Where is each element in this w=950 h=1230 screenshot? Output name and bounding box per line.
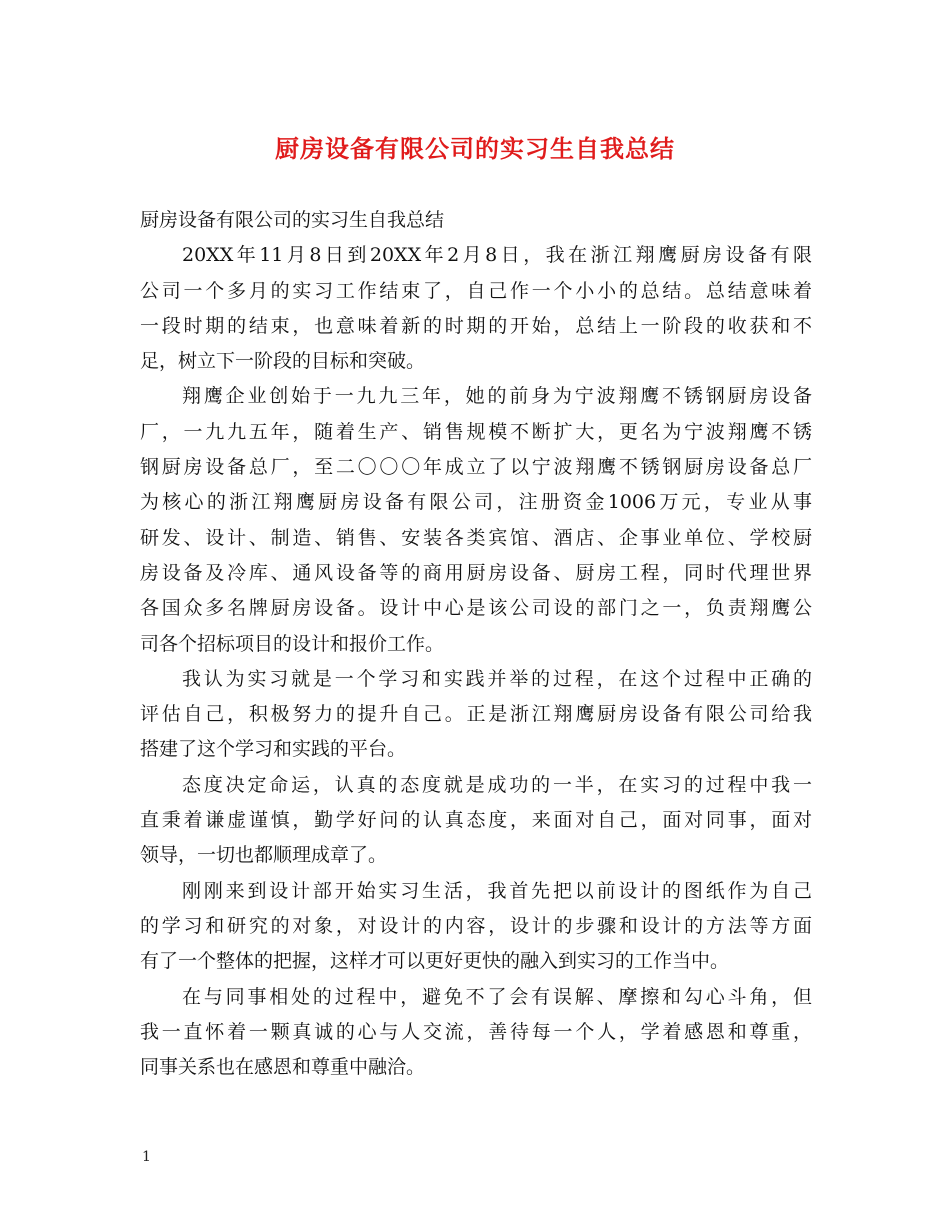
text-line: 直秉着谦虚谨慎，勤学好问的认真态度，来面对自己，面对同事，面对 [140,809,812,832]
text-line: 研发、设计、制造、销售、安装各类宾馆、酒店、企事业单位、学校厨 [140,526,812,549]
text-line: 各国众多名牌厨房设备。设计中心是该公司设的部门之一，负责翔鹰公 [140,597,812,620]
text-line: 司各个招标项目的设计和报价工作。 [140,632,445,655]
text-line: 房设备及冷库、通风设备等的商用厨房设备、厨房工程，同时代理世界 [140,561,812,584]
document-title: 厨房设备有限公司的实习生自我总结 [275,134,675,163]
text-line: 搭建了这个学习和实践的平台。 [140,738,407,761]
text-line: 20XX年11月8日到20XX年2月8日，我在浙江翔鹰厨房设备有限 [182,244,812,267]
text-line: 翔鹰企业创始于一九九三年，她的前身为宁波翔鹰不锈钢厨房设备 [182,385,812,408]
text-line: 在与同事相处的过程中，避免不了会有误解、摩擦和勾心斗角，但 [182,985,812,1008]
text-line: 钢厨房设备总厂，至二〇〇〇年成立了以宁波翔鹰不锈钢厨房设备总厂 [140,456,812,479]
text-line: 的学习和研究的对象，对设计的内容，设计的步骤和设计的方法等方面 [140,914,812,937]
text-line: 有了一个整体的把握，这样才可以更好更快的融入到实习的工作当中。 [140,950,730,973]
page-number: 1 [142,1149,151,1165]
text-line: 评估自己，积极努力的提升自己。正是浙江翔鹰厨房设备有限公司给我 [140,703,812,726]
text-line: 刚刚来到设计部开始实习生活，我首先把以前设计的图纸作为自己 [182,879,812,902]
text-line: 公司一个多月的实习工作结束了，自己作一个小小的总结。总结意味着 [140,279,812,302]
text-line: 为核心的浙江翔鹰厨房设备有限公司，注册资金1006万元，专业从事 [140,491,812,514]
text-line: 我认为实习就是一个学习和实践并举的过程，在这个过程中正确的 [182,667,812,690]
text-line: 一段时期的结束，也意味着新的时期的开始，总结上一阶段的收获和不 [140,314,812,337]
text-line: 态度决定命运，认真的态度就是成功的一半，在实习的过程中我一 [182,773,812,796]
document-body [140,203,812,1085]
text-line: 厂，一九九五年，随着生产、销售规模不断扩大，更名为宁波翔鹰不锈 [140,420,812,443]
text-line: 我一直怀着一颗真诚的心与人交流，善待每一个人，学着感恩和尊重， [140,1020,812,1043]
text-line: 足，树立下一阶段的目标和突破。 [140,350,426,373]
text-line: 领导，一切也都顺理成章了。 [140,844,388,867]
text-line: 同事关系也在感恩和尊重中融洽。 [140,1056,426,1079]
text-line: 厨房设备有限公司的实习生自我总结 [140,209,445,231]
